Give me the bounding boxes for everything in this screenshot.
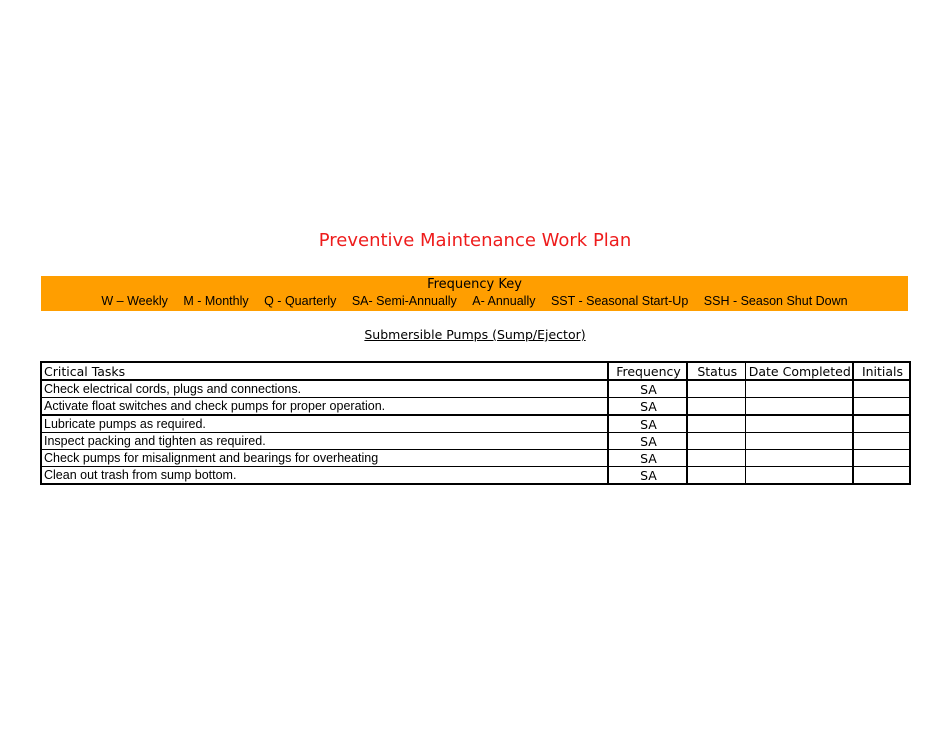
- initials-cell[interactable]: [853, 450, 910, 467]
- frequency-cell: SA: [608, 380, 687, 398]
- frequency-key-item: SA- Semi-Annually: [351, 294, 457, 308]
- status-cell[interactable]: [687, 398, 745, 416]
- header-frequency: Frequency: [608, 362, 687, 380]
- header-critical-tasks: Critical Tasks: [41, 362, 608, 380]
- table-row: [41, 433, 910, 450]
- table-row: [41, 450, 910, 467]
- header-date-completed: Date Completed: [745, 362, 853, 380]
- header-status: Status: [687, 362, 745, 380]
- frequency-cell: SA: [608, 467, 687, 485]
- initials-cell[interactable]: [853, 380, 910, 398]
- frequency-key-item: W – Weekly: [101, 294, 168, 308]
- task-cell: Check pumps for misalignment and bearings for overheating: [41, 450, 608, 467]
- table-header-row: [41, 362, 910, 380]
- frequency-cell: SA: [608, 415, 687, 433]
- task-cell: Clean out trash from sump bottom.: [41, 467, 608, 485]
- frequency-key-heading: Frequency Key: [427, 277, 522, 292]
- task-cell: Inspect packing and tighten as required.: [41, 433, 608, 450]
- frequency-key-item: SST - Seasonal Start-Up: [550, 294, 689, 308]
- initials-cell[interactable]: [853, 398, 910, 416]
- initials-cell[interactable]: [853, 415, 910, 433]
- frequency-key-item: Q - Quarterly: [264, 294, 337, 308]
- status-cell[interactable]: [687, 433, 745, 450]
- section-title-text: Submersible Pumps (Sump/Ejector): [364, 327, 586, 342]
- frequency-key-banner: [41, 276, 908, 311]
- status-cell[interactable]: [687, 380, 745, 398]
- date-completed-cell[interactable]: [745, 450, 853, 467]
- header-initials: Initials: [853, 362, 910, 380]
- table-row: [41, 380, 910, 398]
- table-row: [41, 415, 910, 433]
- status-cell[interactable]: [687, 415, 745, 433]
- date-completed-cell[interactable]: [745, 380, 853, 398]
- table-row: [41, 467, 910, 485]
- date-completed-cell[interactable]: [745, 398, 853, 416]
- frequency-key-item: SSH - Season Shut Down: [703, 294, 848, 308]
- page-title: Preventive Maintenance Work Plan: [318, 230, 632, 251]
- initials-cell[interactable]: [853, 467, 910, 485]
- initials-cell[interactable]: [853, 433, 910, 450]
- section-title: [0, 327, 950, 342]
- frequency-key-item: A- Annually: [472, 294, 536, 308]
- table-row: [41, 398, 910, 416]
- task-cell: Lubricate pumps as required.: [41, 415, 608, 433]
- frequency-key-item: M - Monthly: [183, 294, 249, 308]
- date-completed-cell[interactable]: [745, 467, 853, 485]
- status-cell[interactable]: [687, 450, 745, 467]
- tasks-table: [40, 361, 911, 485]
- task-cell: Check electrical cords, plugs and connections.: [41, 380, 608, 398]
- date-completed-cell[interactable]: [745, 415, 853, 433]
- status-cell[interactable]: [687, 467, 745, 485]
- date-completed-cell[interactable]: [745, 433, 853, 450]
- task-cell: Activate float switches and check pumps for proper operation.: [41, 398, 608, 416]
- frequency-cell: SA: [608, 433, 687, 450]
- frequency-cell: SA: [608, 450, 687, 467]
- frequency-cell: SA: [608, 398, 687, 416]
- frequency-key-legend: [41, 293, 908, 310]
